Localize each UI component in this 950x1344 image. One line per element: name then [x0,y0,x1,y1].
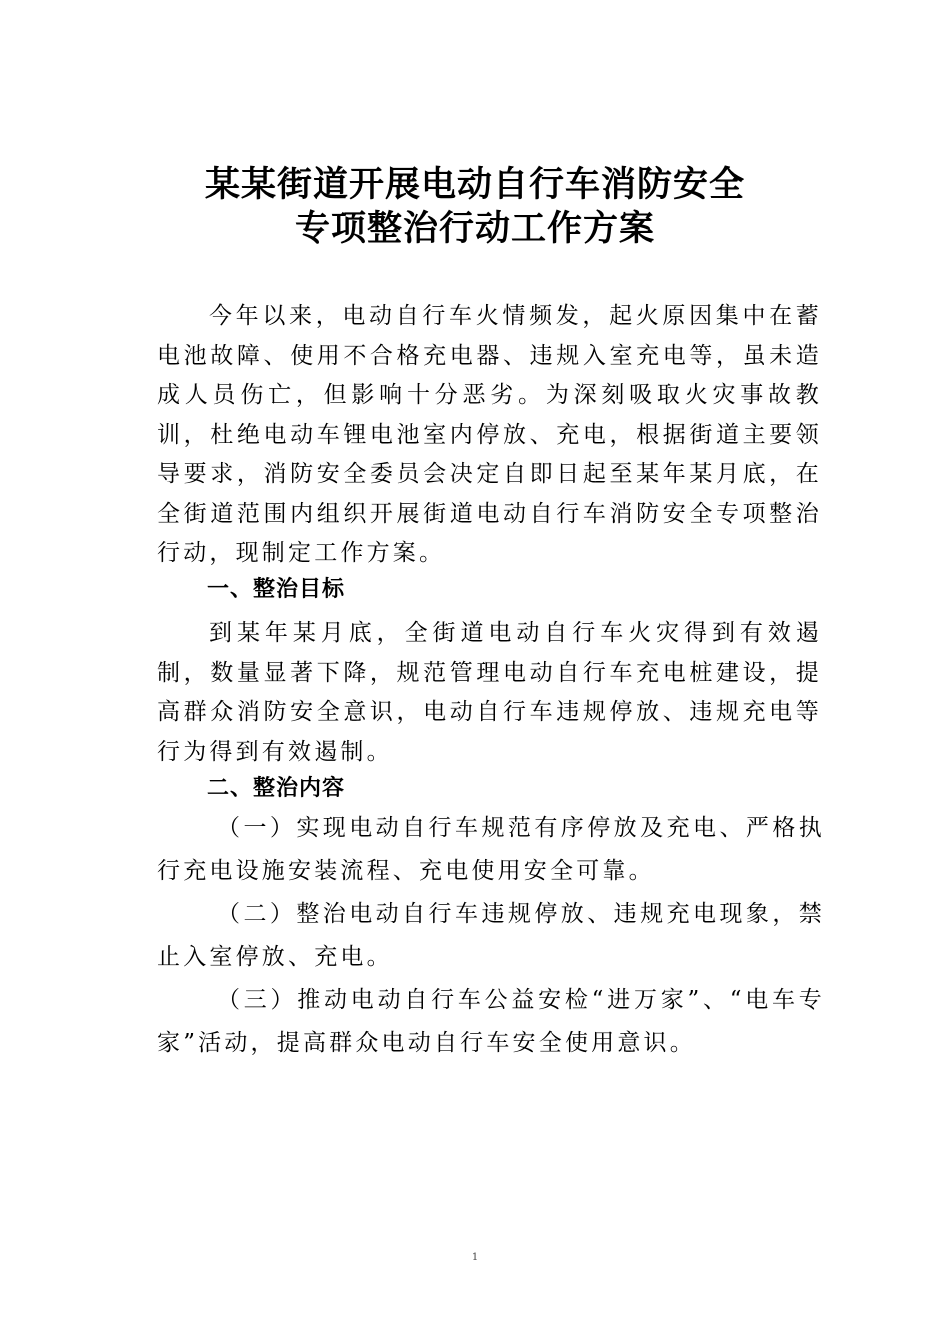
content-item-2: （二）整治电动自行车违规停放、违规充电现象，禁止入室停放、充电。 [157,901,825,970]
content-item-1: （一）实现电动自行车规范有序停放及充电、严格执行充电设施安装流程、充电使用安全可靠。 [157,815,825,884]
page-number: 1 [471,1252,479,1263]
section-goals-paragraph: 到某年某月底，全街道电动自行车火灾得到有效遏制，数量显著下降，规范管理电动自行车充电桩建设，提高群众消防安全意识，电动自行车违规停放、违规充电等行为得到有效遏制。 [157,620,822,765]
document-title-line-1: 某某街道开展电动自行车消防安全 [204,164,745,205]
section-heading-goals: 一、整治目标 [207,577,346,602]
document-title-line-2: 专项整治行动工作方案 [294,208,655,249]
content-item-3: （三）推动电动自行车公益安检“进万家”、“电车专家”活动，提高群众电动自行车安全使用意识。 [157,987,825,1056]
section-heading-content: 二、整治内容 [207,776,346,801]
intro-paragraph: 今年以来，电动自行车火情频发，起火原因集中在蓄电池故障、使用不合格充电器、违规入室充电等，虽未造成人员伤亡，但影响十分恶劣。为深刻吸取火灾事故教训，杜绝电动车锂电池室内停放、充电，根据街道主要领导要求，消防安全委员会决定自即日起至某年某月底，在全街道范围内组织开展街道电动自行车消防安全专项整治行动，现制定工作方案。 [157,303,822,566]
